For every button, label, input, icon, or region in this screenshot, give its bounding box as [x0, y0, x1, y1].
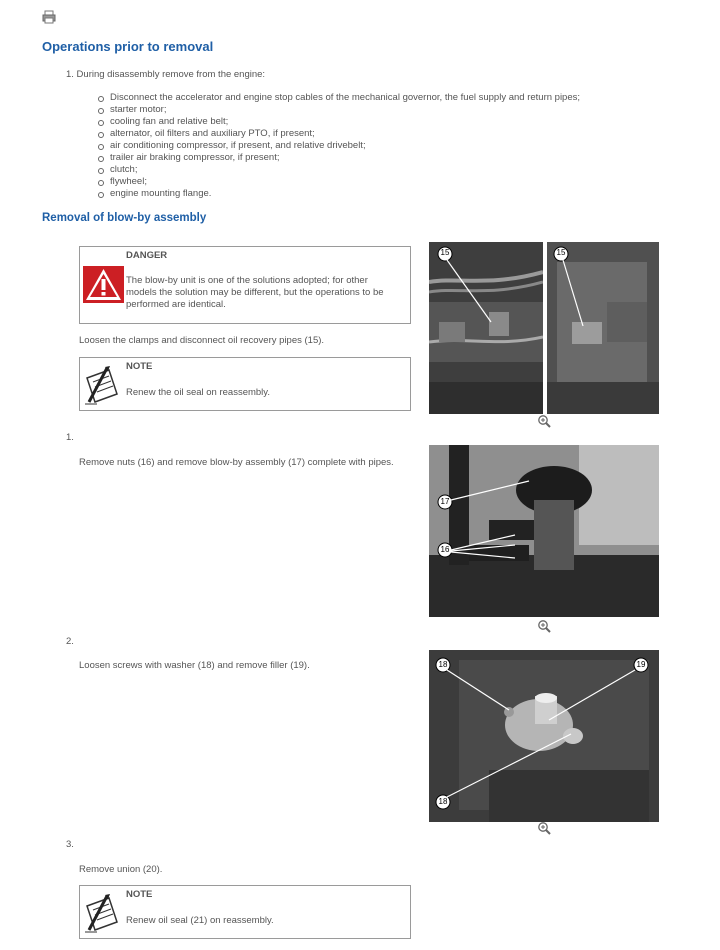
note-heading: NOTE [126, 889, 153, 900]
callout-16: 16 [440, 545, 450, 554]
callout-15: 15 [440, 248, 450, 257]
printer-icon[interactable] [42, 10, 56, 24]
list-item: flywheel; [98, 176, 580, 188]
zoom-in-icon[interactable] [537, 821, 551, 835]
step-number: 1. [66, 432, 74, 443]
warning-triangle-icon [83, 266, 124, 303]
list-item: air conditioning compressor, if present, and relative drivebelt; [98, 140, 580, 152]
photo-blow-by-assembly [429, 445, 659, 617]
list-item: starter motor; [98, 104, 580, 116]
note-text: Renew the oil seal on reassembly. [126, 387, 270, 398]
photo-oil-pipes-left [429, 242, 543, 414]
photo-filler [429, 650, 659, 822]
list-item: engine mounting flange. [98, 188, 580, 200]
danger-box [79, 246, 411, 324]
callout-17: 17 [440, 497, 450, 506]
step-text: Remove union (20). [79, 864, 163, 875]
removal-list [98, 92, 580, 200]
step-intro-text: Loosen the clamps and disconnect oil recovery pipes (15). [79, 335, 325, 346]
list-item: clutch; [98, 164, 580, 176]
note-pencil-icon [83, 892, 123, 934]
note-box [79, 357, 411, 411]
danger-line: models the solution may be different, but the operations to be [126, 287, 384, 298]
section-title-operations: Operations prior to removal [42, 39, 214, 54]
danger-heading: DANGER [126, 250, 168, 261]
note-heading: NOTE [126, 361, 153, 372]
danger-line: The blow-by unit is one of the solutions adopted; for other [126, 275, 368, 286]
list-item: alternator, oil filters and auxiliary PTO, if present; [98, 128, 580, 140]
callout-18: 18 [438, 660, 448, 669]
zoom-in-icon[interactable] [537, 619, 551, 633]
callout-18: 18 [438, 797, 448, 806]
note-box [79, 885, 411, 939]
zoom-in-icon[interactable] [537, 414, 551, 428]
note-text: Renew oil seal (21) on reassembly. [126, 915, 274, 926]
callout-15: 15 [556, 248, 566, 257]
section-title-blow-by: Removal of blow-by assembly [42, 212, 207, 224]
note-pencil-icon [83, 364, 123, 406]
list-item: trailer air braking compressor, if present; [98, 152, 580, 164]
list-item: Disconnect the accelerator and engine stop cables of the mechanical governor, the fuel supply and return pipes; [98, 92, 580, 104]
danger-line: performed are identical. [126, 299, 226, 310]
photo-oil-pipes-right [547, 242, 659, 414]
step-text: Loosen screws with washer (18) and remove filler (19). [79, 660, 310, 671]
step-number: 2. [66, 636, 74, 647]
danger-text [126, 275, 408, 311]
list-item: cooling fan and relative belt; [98, 116, 580, 128]
step-text: Remove nuts (16) and remove blow-by assembly (17) complete with pipes. [79, 457, 394, 468]
step-number: 3. [66, 839, 74, 850]
callout-19: 19 [636, 660, 646, 669]
intro-text: 1. During disassembly remove from the engine: [66, 69, 266, 80]
